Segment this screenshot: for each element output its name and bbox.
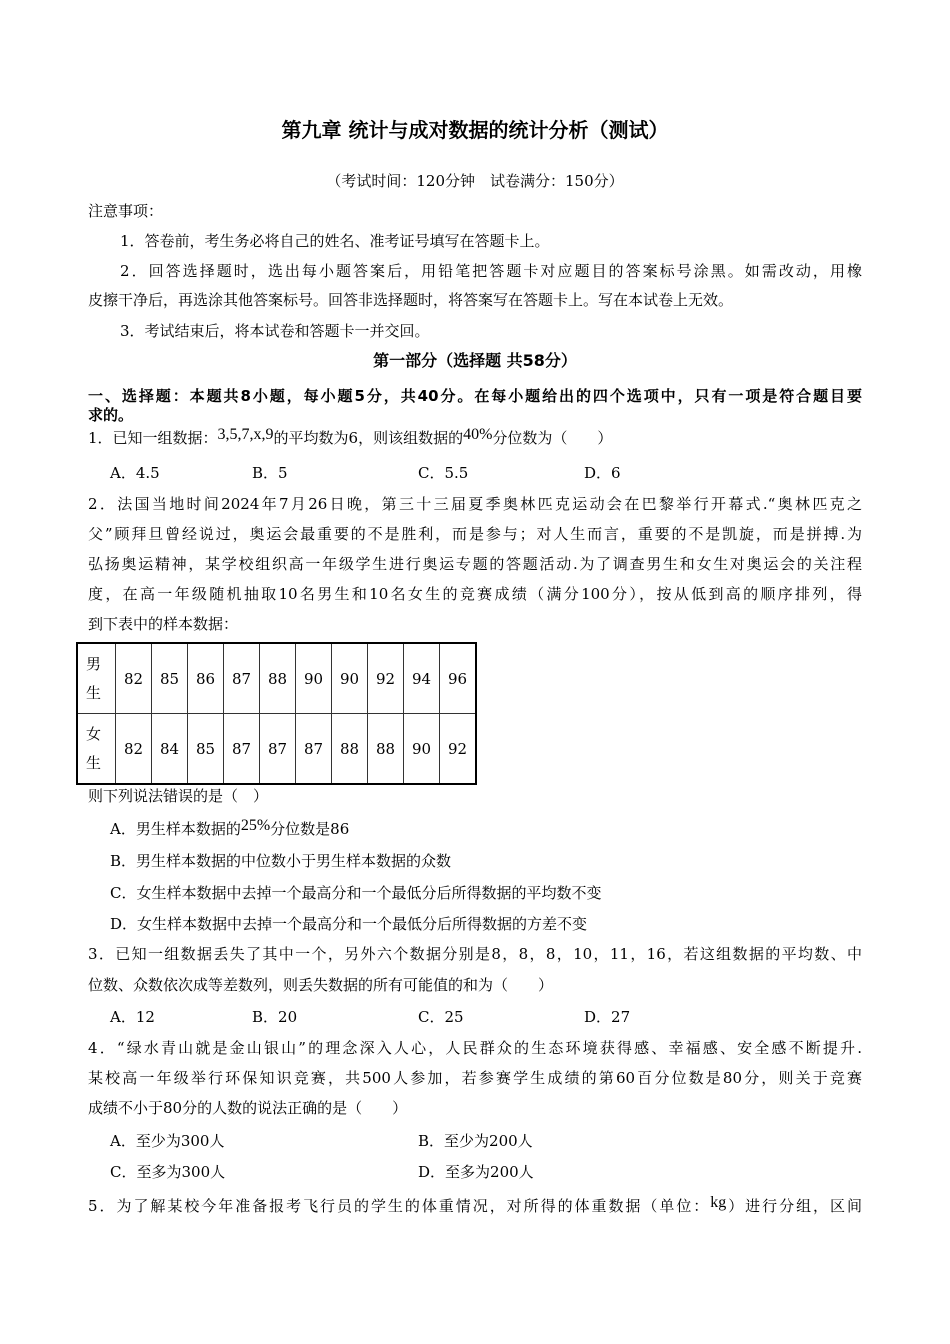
- q2-text: 到下表中的样本数据：: [88, 615, 239, 633]
- q1-text: 的平均数为6，则该组数据的: [273, 429, 464, 447]
- q3-option-d: D．27: [584, 1008, 631, 1026]
- cell: 90: [296, 643, 332, 714]
- section-heading: 一、选择题：本题共8小题，每小题5分，共40分。在每小题给出的四个选项中，只有一项是符合题目要: [88, 387, 862, 405]
- q3-option-a: A．12: [110, 1008, 155, 1026]
- page-title: 第九章 统计与成对数据的统计分析（测试）: [281, 118, 669, 142]
- q2-text: 弘扬奥运精神，某学校组织高一年级学生进行奥运专题的答题活动.为了调查男生和女生对奥运会的关注程: [88, 555, 862, 573]
- q1-math: 3,5,7,x,9: [217, 426, 274, 443]
- q3-text: 3．已知一组数据丢失了其中一个，另外六个数据分别是8，8，8，10，11，16，若这组数据的平均数、中: [88, 945, 862, 963]
- part-heading: 第一部分（选择题 共58分）: [373, 351, 577, 370]
- q4-option-d: D．至多为200人: [418, 1163, 534, 1181]
- q2-text: 2．法国当地时间2024年7月26日晚，第三十三届夏季奥林匹克运动会在巴黎举行开幕式.“奥林匹克之: [88, 495, 862, 513]
- q2-math: 25%: [240, 817, 271, 834]
- q4-text: 某校高一年级举行环保知识竞赛，共500人参加，若参赛学生成绩的第60百分位数是80分，则关于竞赛: [88, 1069, 862, 1087]
- q5-math: kg: [710, 1194, 727, 1211]
- cell: 86: [188, 643, 224, 714]
- row-label: 男 生: [77, 643, 116, 714]
- cell: 88: [332, 714, 368, 785]
- q2-option-d: D．女生样本数据中去掉一个最高分和一个最低分后所得数据的方差不变: [110, 915, 588, 933]
- notice-item: 2．回答选择题时，选出每小题答案后，用铅笔把答题卡对应题目的答案标号涂黑。如需改动，用橡: [120, 262, 862, 280]
- q3-option-b: B．20: [252, 1008, 298, 1026]
- q1-text: 1．已知一组数据：: [88, 429, 218, 447]
- q4-text: 成绩不小于80分的人数的说法正确的是（ ）: [88, 1099, 408, 1117]
- q2-text: 父”顾拜旦曾经说过，奥运会最重要的不是胜利，而是参与；对人生而言，重要的不是凯旋，而是拼搏.为: [88, 525, 862, 543]
- cell: 96: [440, 643, 477, 714]
- q2-text: 度，在高一年级随机抽取10名男生和10名女生的竞赛成绩（满分100分），按从低到高的顺序排列，得: [88, 585, 862, 603]
- q2-option-b: B．男生样本数据的中位数小于男生样本数据的众数: [110, 852, 452, 870]
- q3-text: 位数、众数依次成等差数列，则丢失数据的所有可能值的和为（ ）: [88, 976, 554, 994]
- cell: 90: [332, 643, 368, 714]
- cell: 85: [188, 714, 224, 785]
- table-row-boys: [77, 643, 476, 714]
- q2-ask: 则下列说法错误的是（ ）: [88, 787, 269, 805]
- cell: 94: [404, 643, 440, 714]
- q3-option-c: C．25: [418, 1008, 464, 1026]
- q4-text: 4．“绿水青山就是金山银山”的理念深入人心，人民群众的生态环境获得感、幸福感、安全感不断提升.: [88, 1039, 862, 1057]
- q4-option-c: C．至多为300人: [110, 1163, 226, 1181]
- notice-item: 3．考试结束后，将本试卷和答题卡一并交回。: [120, 322, 430, 340]
- notice-heading: 注意事项：: [88, 202, 164, 220]
- exam-info: （考试时间：120分钟 试卷满分：150分）: [326, 172, 624, 190]
- cell: 82: [116, 643, 152, 714]
- q2-option-c: C．女生样本数据中去掉一个最高分和一个最低分后所得数据的平均数不变: [110, 884, 602, 902]
- cell: 84: [152, 714, 188, 785]
- cell: 92: [440, 714, 477, 785]
- cell: 90: [404, 714, 440, 785]
- q1-option-a: A．4.5: [110, 464, 160, 482]
- question-1: [88, 428, 612, 448]
- section-heading-cont: 求的。: [88, 406, 134, 424]
- question-5: 5．为了解某校今年准备报考飞行员的学生的体重情况，对所得的体重数据（单位：kg）进行分组，区间: [88, 1194, 862, 1215]
- cell: 87: [224, 714, 260, 785]
- cell: 87: [296, 714, 332, 785]
- q1-math: 40%: [463, 426, 493, 443]
- cell: 92: [368, 643, 404, 714]
- q1-text: 分位数为（ ）: [492, 429, 613, 447]
- q2-option-a: A．男生样本数据的25%分位数是86: [110, 817, 350, 838]
- score-table: [76, 642, 477, 785]
- cell: 88: [368, 714, 404, 785]
- cell: 87: [260, 714, 296, 785]
- row-label: 女 生: [77, 714, 116, 785]
- q1-option-c: C．5.5: [418, 464, 469, 482]
- cell: 87: [224, 643, 260, 714]
- q1-option-b: B．5: [252, 464, 288, 482]
- q1-option-d: D．6: [584, 464, 621, 482]
- q4-option-a: A．至少为300人: [110, 1132, 225, 1150]
- cell: 85: [152, 643, 188, 714]
- notice-item: 1．答卷前，考生务必将自己的姓名、准考证号填写在答题卡上。: [120, 232, 550, 250]
- cell: 82: [116, 714, 152, 785]
- notice-item-cont: 皮擦干净后，再选涂其他答案标号。回答非选择题时，将答案写在答题卡上。写在本试卷上无效。: [88, 291, 734, 309]
- q4-option-b: B．至少为200人: [418, 1132, 533, 1150]
- cell: 88: [260, 643, 296, 714]
- table-row-girls: [77, 714, 476, 785]
